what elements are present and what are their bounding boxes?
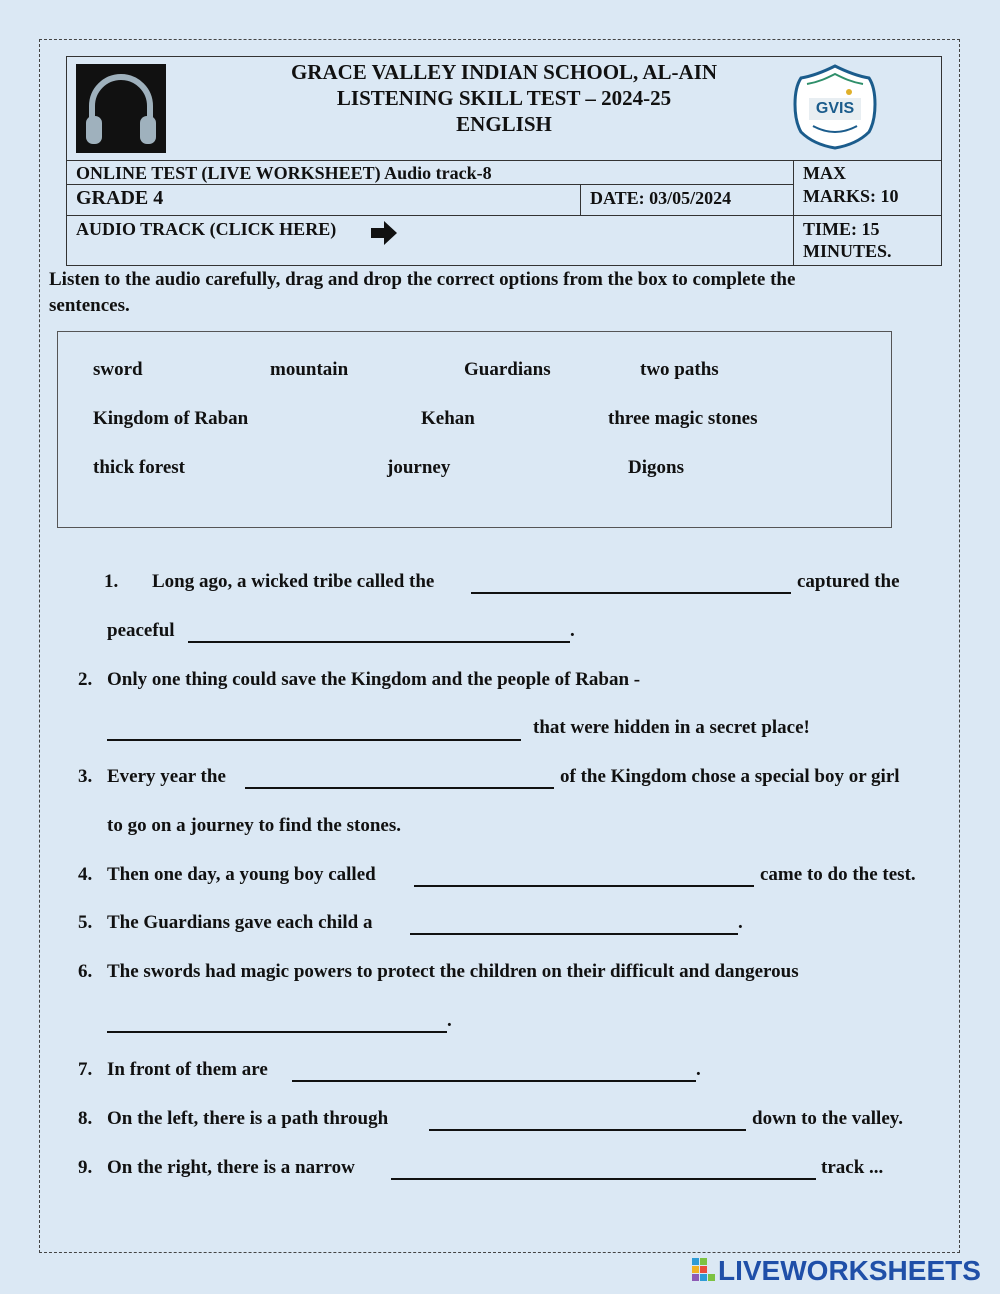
question-text: peaceful	[107, 620, 175, 641]
instructions-line: sentences.	[49, 295, 130, 316]
online-test-label: ONLINE TEST (LIVE WORKSHEET) Audio track-8	[76, 163, 492, 183]
header-divider	[66, 160, 942, 161]
col-divider	[580, 184, 581, 215]
audio-track-label[interactable]: AUDIO TRACK (CLICK HERE)	[76, 219, 337, 239]
question-number: 4.	[78, 864, 93, 885]
question-text: .	[696, 1059, 701, 1080]
answer-blank[interactable]	[188, 623, 570, 643]
instructions-line: Listen to the audio carefully, drag and drop the correct options from the box to complete the	[49, 269, 796, 290]
subject-title: ENGLISH	[456, 112, 552, 136]
liveworksheets-brand[interactable]: LIVEWORKSHEETS	[718, 1255, 981, 1286]
word-option[interactable]: Digons	[628, 457, 684, 478]
word-option[interactable]: Kingdom of Raban	[93, 408, 249, 429]
question-text: to go on a journey to find the stones.	[107, 815, 401, 836]
question-text: .	[447, 1010, 452, 1031]
answer-blank[interactable]	[107, 1013, 447, 1033]
question-number: 2.	[78, 669, 93, 690]
time-unit-label: MINUTES.	[803, 241, 892, 261]
word-option[interactable]: Kehan	[421, 408, 475, 429]
question-text: Then one day, a young boy called	[107, 864, 376, 885]
word-option[interactable]: Guardians	[464, 359, 551, 380]
question-text: The Guardians gave each child a	[107, 912, 373, 933]
question-text: The swords had magic powers to protect the children on their difficult and dangerous	[107, 961, 799, 982]
answer-blank[interactable]	[429, 1111, 746, 1131]
word-option[interactable]: journey	[387, 457, 451, 478]
col-divider	[793, 160, 794, 266]
question-text: down to the valley.	[752, 1108, 903, 1129]
logo-text: GVIS	[815, 100, 855, 117]
question-text: On the left, there is a path through	[107, 1108, 389, 1129]
answer-blank[interactable]	[410, 915, 738, 935]
school-name: GRACE VALLEY INDIAN SCHOOL, AL-AIN	[290, 60, 718, 84]
question-text: that were hidden in a secret place!	[533, 717, 810, 738]
question-text: captured the	[797, 571, 900, 592]
word-option[interactable]: three magic stones	[608, 408, 758, 429]
headphones-icon	[76, 64, 166, 153]
question-text: of the Kingdom chose a special boy or girl	[560, 766, 900, 787]
test-title: LISTENING SKILL TEST – 2024-25	[336, 86, 672, 110]
question-text: track ...	[821, 1157, 884, 1178]
row-divider	[66, 215, 942, 216]
question-number: 9.	[78, 1157, 93, 1178]
answer-blank[interactable]	[414, 867, 754, 887]
question-number: 6.	[78, 961, 93, 982]
question-text: In front of them are	[107, 1059, 268, 1080]
answer-blank[interactable]	[391, 1160, 816, 1180]
question-text: Every year the	[107, 766, 226, 787]
marks-label: MARKS: 10	[803, 186, 899, 206]
word-option[interactable]: sword	[93, 359, 143, 380]
question-text: Long ago, a wicked tribe called the	[152, 571, 435, 592]
arrow-right-icon[interactable]	[369, 218, 399, 248]
question-number: 8.	[78, 1108, 93, 1129]
school-logo	[791, 62, 879, 150]
question-text: On the right, there is a narrow	[107, 1157, 355, 1178]
question-number: 3.	[78, 766, 93, 787]
question-number: 1.	[104, 571, 119, 592]
time-label: TIME: 15	[803, 219, 880, 239]
answer-blank[interactable]	[471, 574, 791, 594]
question-number: 7.	[78, 1059, 93, 1080]
date-label: DATE: 03/05/2024	[590, 188, 732, 208]
liveworksheets-logo-icon	[692, 1258, 716, 1282]
instructions	[49, 267, 949, 319]
question-text: .	[570, 620, 575, 641]
question-number: 5.	[78, 912, 93, 933]
row-divider	[66, 184, 793, 185]
word-option[interactable]: mountain	[270, 359, 349, 380]
answer-blank[interactable]	[107, 721, 521, 741]
answer-blank[interactable]	[292, 1062, 696, 1082]
grade-label: GRADE 4	[76, 187, 164, 209]
word-option[interactable]: thick forest	[93, 457, 185, 478]
answer-blank[interactable]	[245, 769, 554, 789]
question-text: .	[738, 912, 743, 933]
word-option[interactable]: two paths	[640, 359, 719, 380]
question-text: Only one thing could save the Kingdom and the people of Raban -	[107, 669, 641, 690]
question-text: came to do the test.	[760, 864, 916, 885]
max-label: MAX	[803, 163, 846, 183]
